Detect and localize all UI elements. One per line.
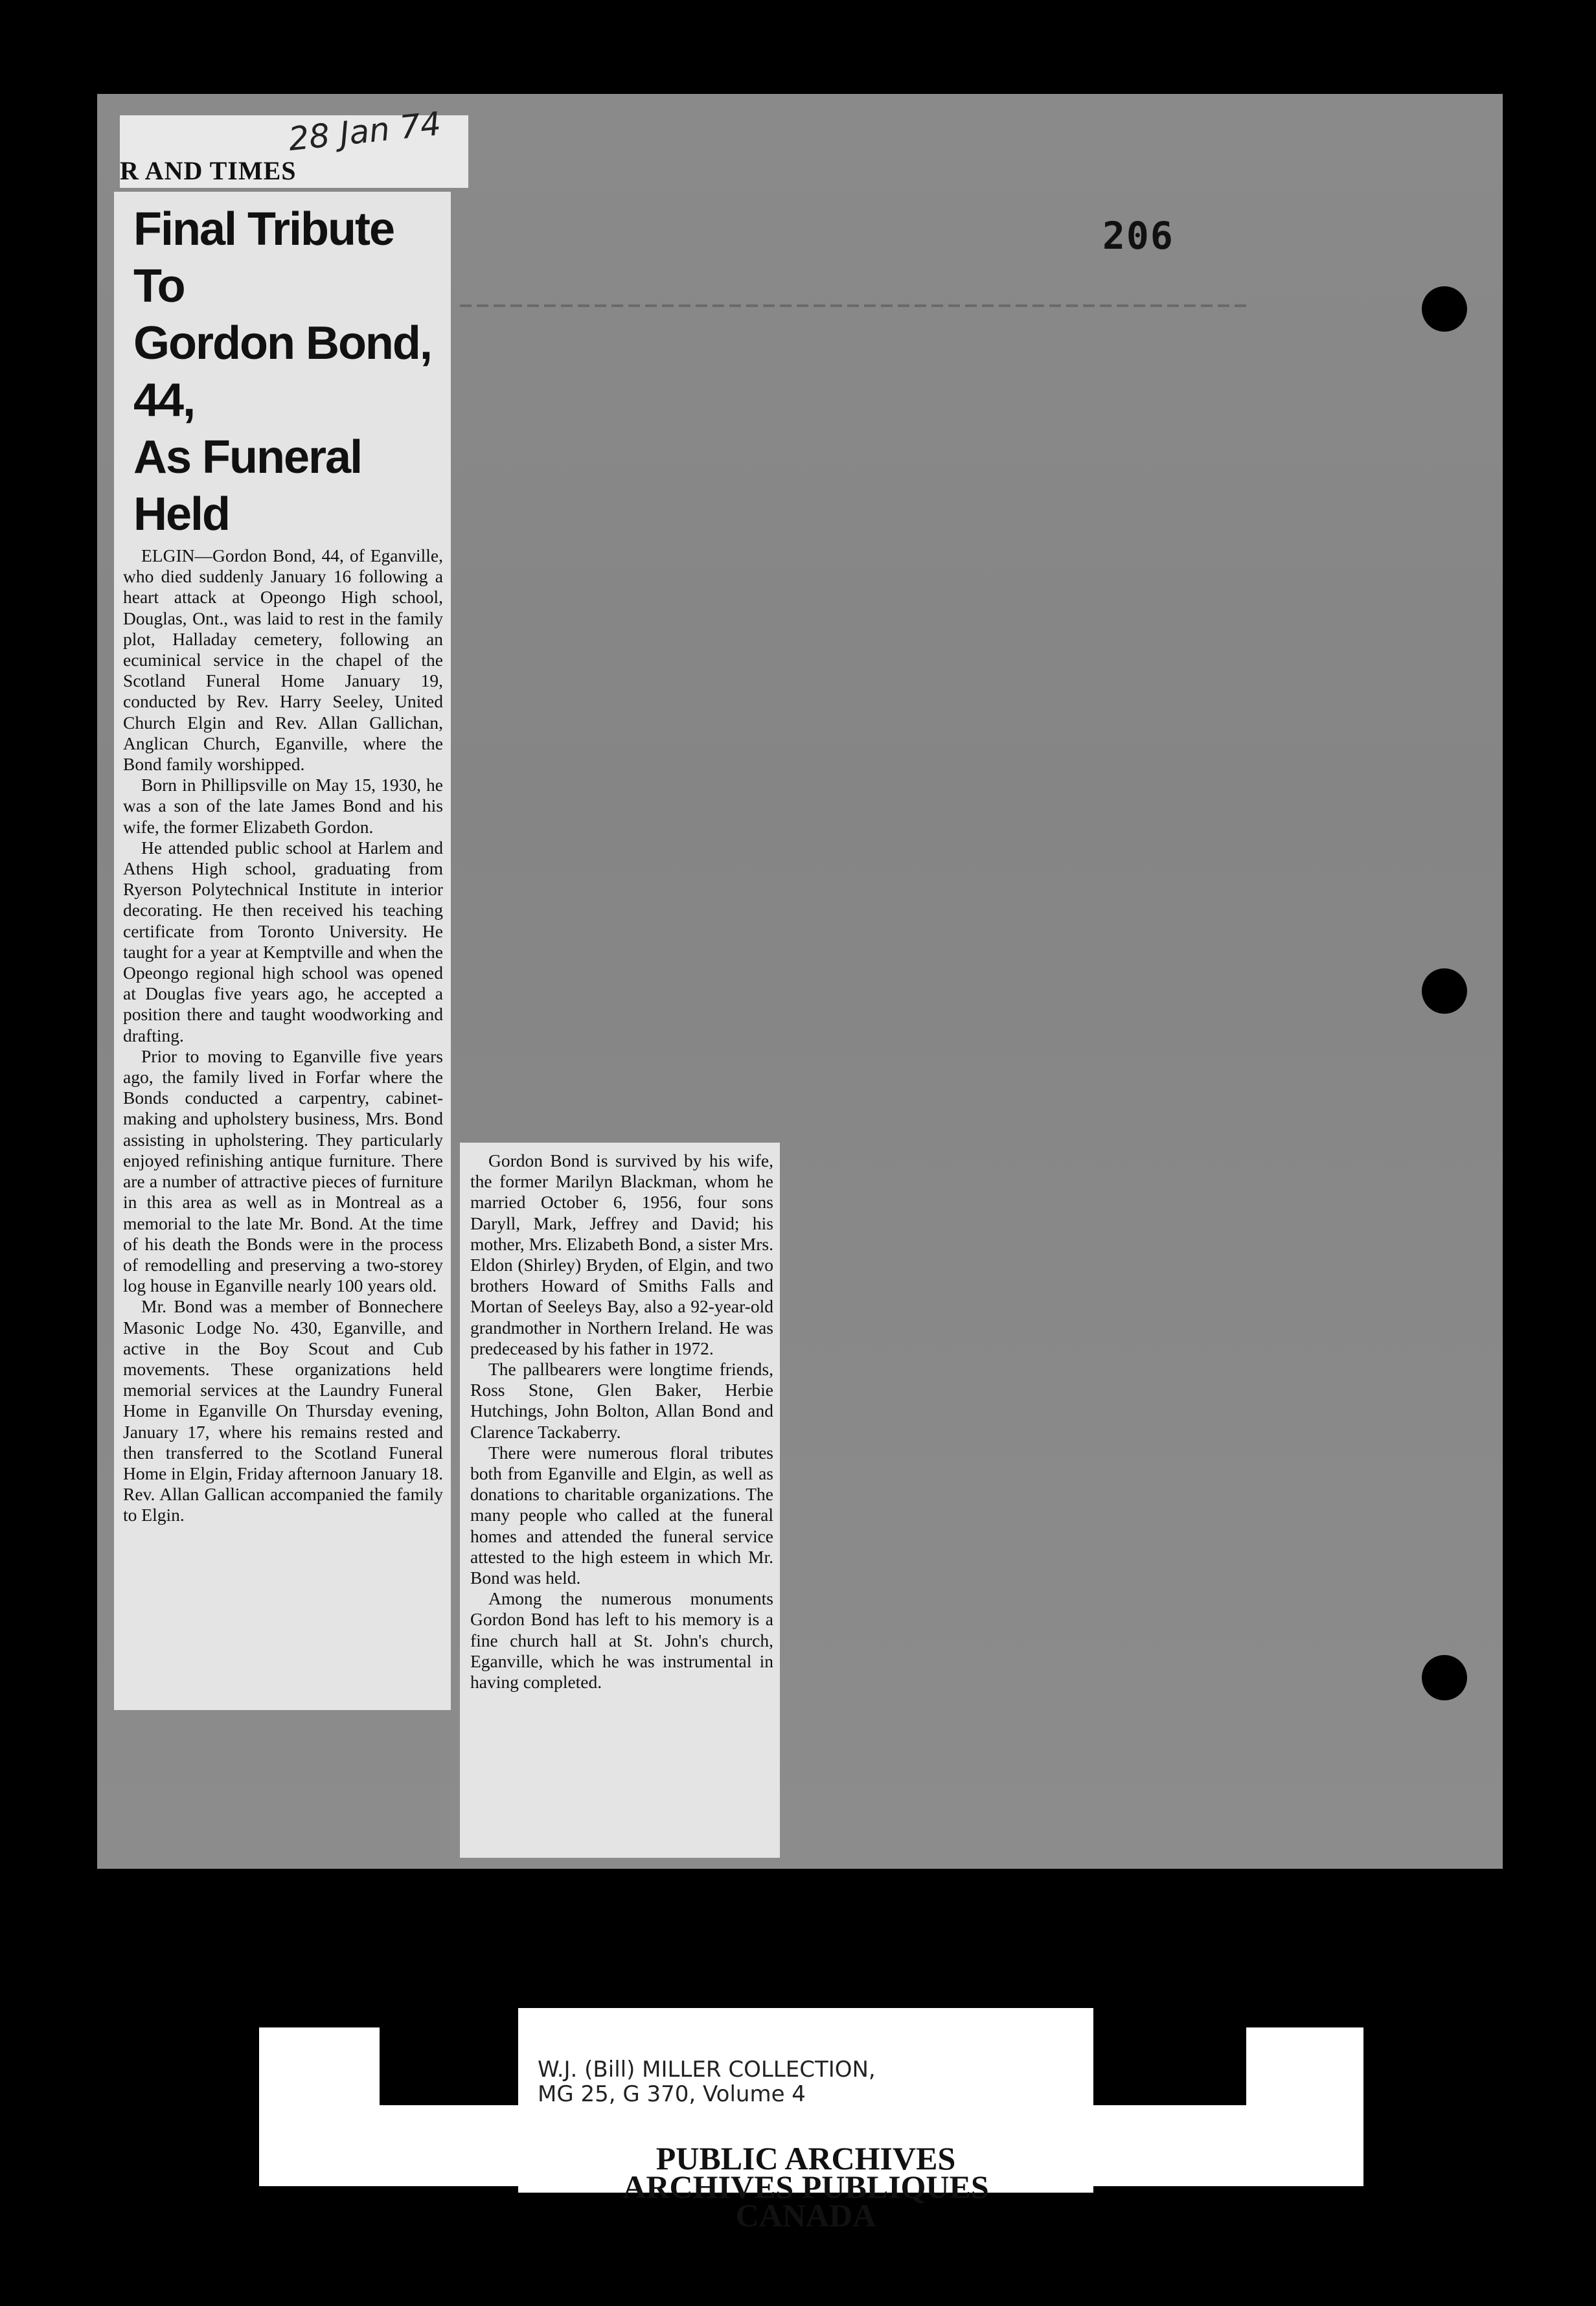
label-notch-right: [1093, 2027, 1246, 2105]
binder-hole-top: [1422, 286, 1467, 332]
article-body-right: [460, 1143, 780, 1693]
article-paragraph: Born in Phillipsville on May 15, 1930, he was a son of the late James Bond and his wife, the former Elizabeth Gordon.: [123, 775, 443, 837]
headline-line: Final Tribute To: [133, 203, 394, 312]
handwritten-date: 28 Jan 74: [286, 104, 443, 159]
article-paragraph: The pallbearers were longtime friends, Ross Stone, Glen Baker, Herbie Hutchings, John Bolton, Allan Bond and Clarence Tackaberry.: [470, 1359, 773, 1442]
article-paragraph: There were numerous floral tributes both from Eganville and Elgin, as well as donations to charitable organizations. The many people who called at the funeral homes and attended the funeral service attested to the high esteem in which Mr. Bond was held.: [470, 1442, 773, 1588]
article-paragraph: Gordon Bond is survived by his wife, the former Marilyn Blackman, whom he married October 6, 1956, four sons Daryll, Mark, Jeffrey and David; his mother, Mrs. Elizabeth Bond, a sister Mrs. Eldon (Shirley) Bryden, of Elgin, and two brothers Howard of Smiths Falls and Mortan of Seeleys Bay, also a 92-year-old grandmother in Northern Ireland. He was predeceased by his father in 1972.: [470, 1150, 773, 1358]
article-clipping-right: [460, 1143, 780, 1858]
archives-line: PUBLIC ARCHIVES: [656, 2140, 956, 2176]
headline-line: As Funeral Held: [133, 431, 362, 540]
newspaper-name: R AND TIMES: [120, 156, 297, 185]
archives-line: CANADA: [735, 2197, 876, 2233]
binder-hole-bottom: [1422, 1655, 1467, 1700]
article-paragraph: He attended public school at Harlem and Athens High school, graduating from Ryerson Polytechnical Institute in interior decorating. He then received his teaching certificate from Toronto University. He taught for a year at Kemptville and when the Opeongo regional high school was opened at Douglas five years ago, he accepted a position there and taught woodworking and drafting.: [123, 837, 443, 1045]
article-paragraph: ELGIN—Gordon Bond, 44, of Eganville, who died suddenly January 16 following a heart attack at Opeongo High school, Douglas, Ont., was laid to rest in the family plot, Halladay cemetery, following an ecuminical service in the chapel of the Scotland Funeral Home January 19, conducted by Rev. Harry Seeley, United Church Elgin and Rev. Allan Gallichan, Anglican Church, Eganville, where the Bond family worshipped.: [123, 545, 443, 775]
article-paragraph: Prior to moving to Eganville five years ago, the family lived in Forfar where the Bonds conducted a carpentry, cabinet-making and upholstery business, Mrs. Bond assisting in upholstering. They particularly enjoyed refinishing antique furniture. There are a number of attractive pieces of furniture in this area as well as in Montreal as a memorial to the late Mr. Bond. At the time of his death the Bonds were in the process of remodelling and preserving a two-storey log house in Eganville nearly 100 years old.: [123, 1045, 443, 1296]
newspaper-masthead-clipping: [120, 104, 468, 188]
article-headline: [133, 201, 451, 543]
binder-hole-middle: [1422, 968, 1467, 1014]
faint-rule-line: [460, 304, 1250, 307]
article-body-left: [114, 545, 451, 1526]
label-notch-left: [380, 2027, 532, 2105]
article-clipping-left: [114, 192, 451, 1710]
page-number: 206: [1102, 214, 1174, 258]
archive-stamp: [518, 2008, 1093, 2233]
article-paragraph: Among the numerous monuments Gordon Bond has left to his memory is a fine church hall at St. John's church, Eganville, which he was instrumental in having completed.: [470, 1588, 773, 1693]
article-paragraph: Mr. Bond was a member of Bonnechere Masonic Lodge No. 430, Eganville, and active in the Boy Scout and Cub movements. These organizations held memorial services at the Laundry Funeral Home in Eganville On Thursday evening, January 17, where his remains rested and then transferred to the Scotland Funeral Home in Elgin, Friday afternoon January 18. Rev. Allan Gallican accompanied the family to Elgin.: [123, 1296, 443, 1525]
archives-line: ARCHIVES PUBLIQUES: [622, 2169, 989, 2205]
headline-line: Gordon Bond, 44,: [133, 317, 431, 426]
collection-reference: W.J. (Bill) MILLER COLLECTION, MG 25, G 370, Volume 4: [538, 2057, 876, 2107]
archives-name: [518, 2140, 1093, 2233]
